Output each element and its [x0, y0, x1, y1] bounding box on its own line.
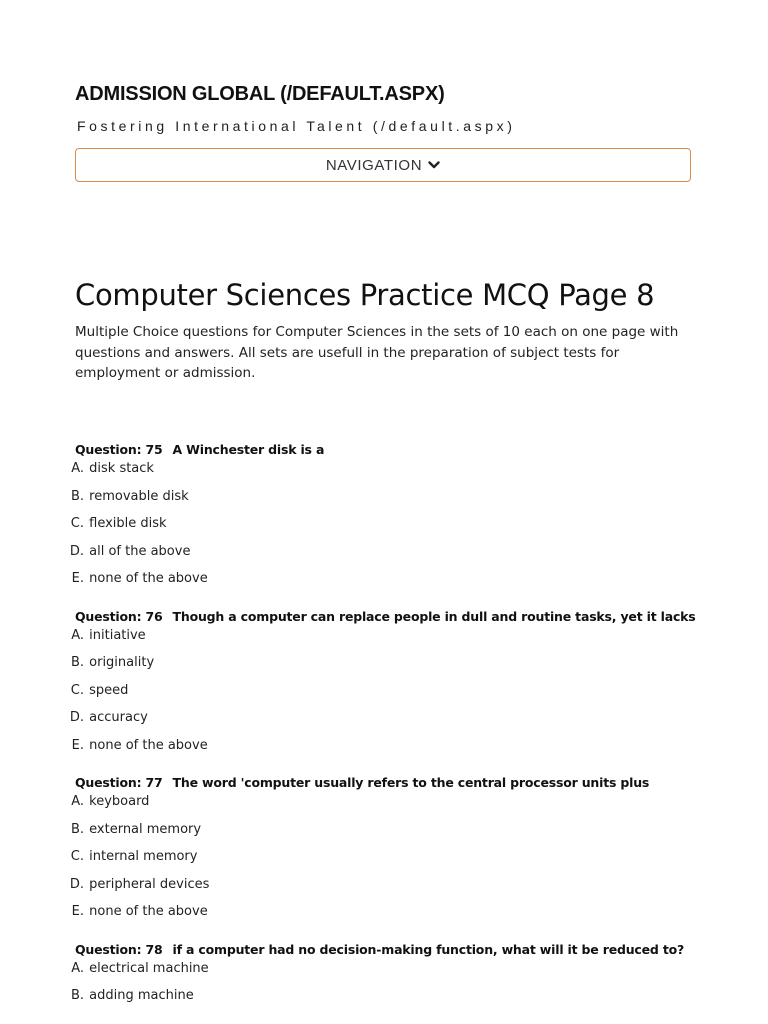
option-text: none of the above — [89, 904, 208, 919]
answer-option[interactable] — [60, 542, 660, 562]
answer-option[interactable] — [60, 459, 660, 479]
question-number: Question: 77 — [75, 775, 163, 790]
option-letter: E. — [71, 571, 84, 586]
option-text: originality — [89, 655, 155, 670]
answer-option[interactable] — [60, 875, 660, 895]
question-text: if a computer had no decision-making function, what will it be reduced to? — [172, 941, 685, 957]
option-text: speed — [89, 682, 129, 698]
option-letter: D. — [69, 543, 84, 559]
answer-option[interactable] — [60, 569, 660, 589]
question-text: Though a computer can replace people in dull and routine tasks, yet it lacks — [172, 608, 696, 624]
site-tagline-link[interactable]: Fostering International Talent (/default.aspx) — [77, 118, 516, 134]
option-letter: E. — [71, 737, 84, 753]
question-block — [0, 940, 768, 1024]
question-heading — [75, 773, 649, 793]
option-letter: D. — [69, 876, 84, 892]
option-letter: C. — [70, 682, 84, 698]
option-text: electrical machine — [89, 960, 209, 976]
question-number: Question: 78 — [75, 941, 163, 957]
answer-option[interactable] — [60, 626, 660, 646]
option-text: none of the above — [89, 571, 208, 586]
navigation-label: NAVIGATION — [325, 156, 423, 174]
option-letter: B. — [70, 988, 84, 1003]
question-list — [0, 440, 768, 1024]
option-text: disk stack — [89, 461, 154, 476]
question-text: The word 'computer usually refers to the central processor units plus — [172, 775, 650, 790]
page-title: Computer Sciences Practice MCQ Page 8 — [75, 278, 655, 312]
option-text: none of the above — [89, 737, 208, 753]
answer-option[interactable] — [60, 986, 660, 1006]
option-text: removable disk — [89, 488, 189, 504]
option-letter: B. — [70, 488, 84, 504]
question-text: A Winchester disk is a — [172, 442, 325, 457]
answer-option[interactable] — [60, 487, 660, 507]
option-text: peripheral devices — [89, 876, 210, 892]
option-letter: A. — [71, 627, 84, 643]
option-text: external memory — [89, 821, 202, 837]
option-letter: B. — [70, 655, 84, 670]
option-letter: A. — [71, 461, 84, 476]
question-number: Question: 76 — [75, 608, 163, 624]
answer-option[interactable] — [60, 708, 660, 728]
option-text: flexible disk — [89, 516, 167, 531]
question-block — [0, 607, 768, 774]
answer-option[interactable] — [60, 681, 660, 701]
answer-option[interactable] — [60, 792, 660, 812]
answer-option[interactable] — [60, 653, 660, 673]
answer-option[interactable] — [60, 959, 660, 979]
option-letter: C. — [70, 849, 84, 864]
option-text: accuracy — [89, 710, 148, 725]
option-letter: A. — [71, 794, 84, 809]
question-heading — [75, 607, 696, 627]
option-letter: D. — [69, 710, 84, 725]
option-letter: E. — [71, 904, 84, 919]
option-text: initiative — [89, 627, 146, 643]
chevron-down-icon — [428, 160, 440, 170]
option-letter: B. — [70, 821, 84, 837]
answer-option[interactable] — [60, 736, 660, 756]
question-block — [0, 440, 768, 607]
option-letter: C. — [70, 516, 84, 531]
page-intro: Multiple Choice questions for Computer Sciences in the sets of 10 each on one page with questions and answers. All sets are usefull in the preparation of subject tests for employment or admission. — [75, 324, 679, 381]
answer-option[interactable] — [60, 902, 660, 922]
option-letter: A. — [71, 960, 84, 976]
option-text: adding machine — [89, 988, 194, 1003]
navigation-toggle-button[interactable] — [75, 148, 691, 182]
question-heading — [75, 940, 684, 960]
option-text: keyboard — [89, 794, 150, 809]
answer-option[interactable] — [60, 514, 660, 534]
answer-option[interactable] — [60, 820, 660, 840]
question-heading — [75, 440, 324, 460]
option-text: internal memory — [89, 849, 198, 864]
site-title-link[interactable]: ADMISSION GLOBAL (/DEFAULT.ASPX) — [75, 83, 445, 105]
question-block — [0, 773, 768, 940]
question-number: Question: 75 — [75, 442, 163, 457]
option-text: all of the above — [89, 543, 191, 559]
answer-option[interactable] — [60, 847, 660, 867]
